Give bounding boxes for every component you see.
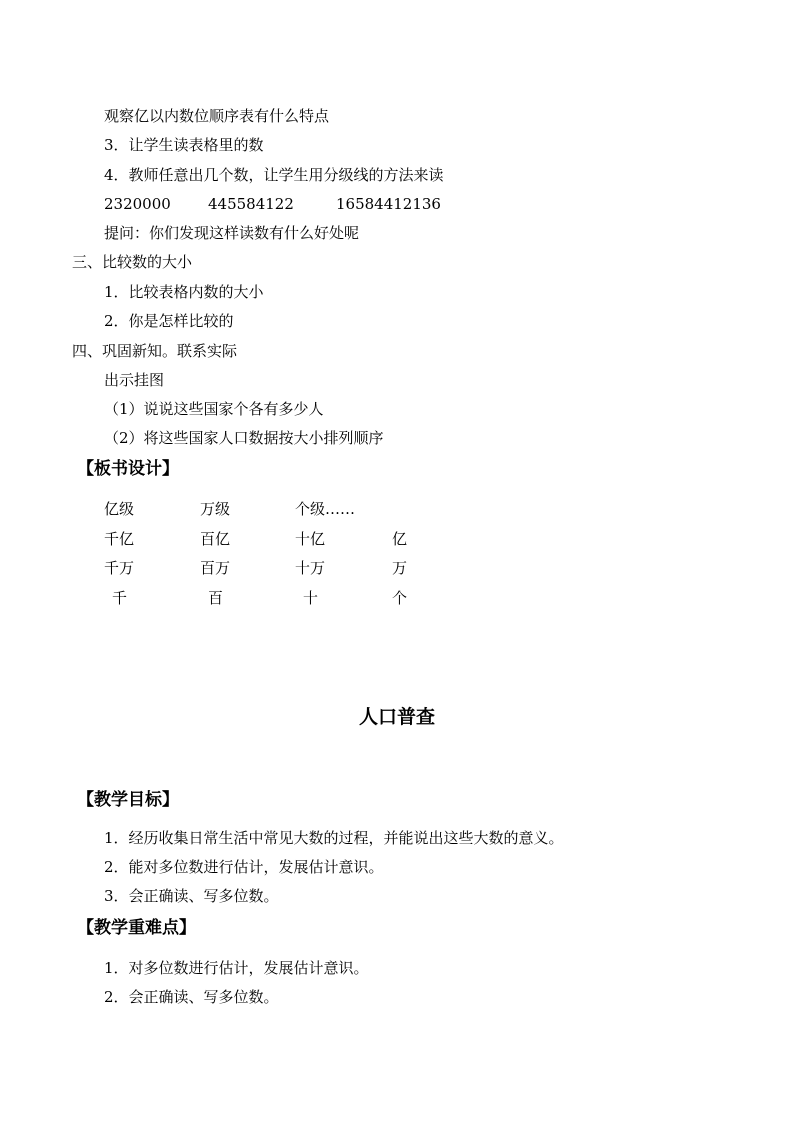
key-points-heading: 【教学重难点】 [77,918,196,938]
board-cell: 万级 [200,500,231,518]
board-cell: 千万 [104,559,135,577]
number-example: 445584122 [208,195,294,213]
section-3-item: 1．比较表格内数的大小 [104,283,264,301]
section-4-intro: 出示挂图 [104,371,165,389]
board-cell: 万 [392,559,408,577]
board-cell: 十万 [295,559,326,577]
board-cell: 十 [303,589,319,607]
step-4: 4．教师任意出几个数，让学生用分级线的方法来读 [104,166,444,184]
key-point-item: 1．对多位数进行估计，发展估计意识。 [104,959,369,977]
board-cell: 千 [112,589,128,607]
board-cell: 亿级 [104,500,135,518]
board-cell: 百万 [200,559,231,577]
key-point-item: 2．会正确读、写多位数。 [104,988,279,1006]
section-4-item: （2）将这些国家人口数据按大小排列顺序 [104,429,384,447]
board-cell: 百 [208,589,224,607]
goal-item: 1．经历收集日常生活中常见大数的过程，并能说出这些大数的意义。 [104,829,564,847]
board-cell: 个级…… [295,500,356,518]
section-4-heading: 四、巩固新知。联系实际 [72,342,238,360]
number-example: 16584412136 [336,195,441,213]
goal-item: 2．能对多位数进行估计，发展估计意识。 [104,858,384,876]
board-cell: 亿 [392,530,408,548]
board-cell: 百亿 [200,530,231,548]
teaching-goals-heading: 【教学目标】 [77,790,179,810]
section-3-item: 2．你是怎样比较的 [104,312,234,330]
step-3: 3．让学生读表格里的数 [104,136,264,154]
section-3-heading: 三、比较数的大小 [72,253,193,271]
board-cell: 十亿 [295,530,326,548]
question-line: 提问：你们发现这样读数有什么好处呢 [104,224,360,242]
number-examples [104,194,441,214]
goal-item: 3．会正确读、写多位数。 [104,887,279,905]
board-cell: 个 [392,589,408,607]
paragraph-observe: 观察亿以内数位顺序表有什么特点 [104,107,330,125]
lesson-title: 人口普查 [358,706,435,728]
section-4-item: （1）说说这些国家个各有多少人 [104,400,324,418]
board-design-heading: 【板书设计】 [77,459,179,479]
board-cell: 千亿 [104,530,135,548]
number-example: 2320000 [104,195,171,213]
